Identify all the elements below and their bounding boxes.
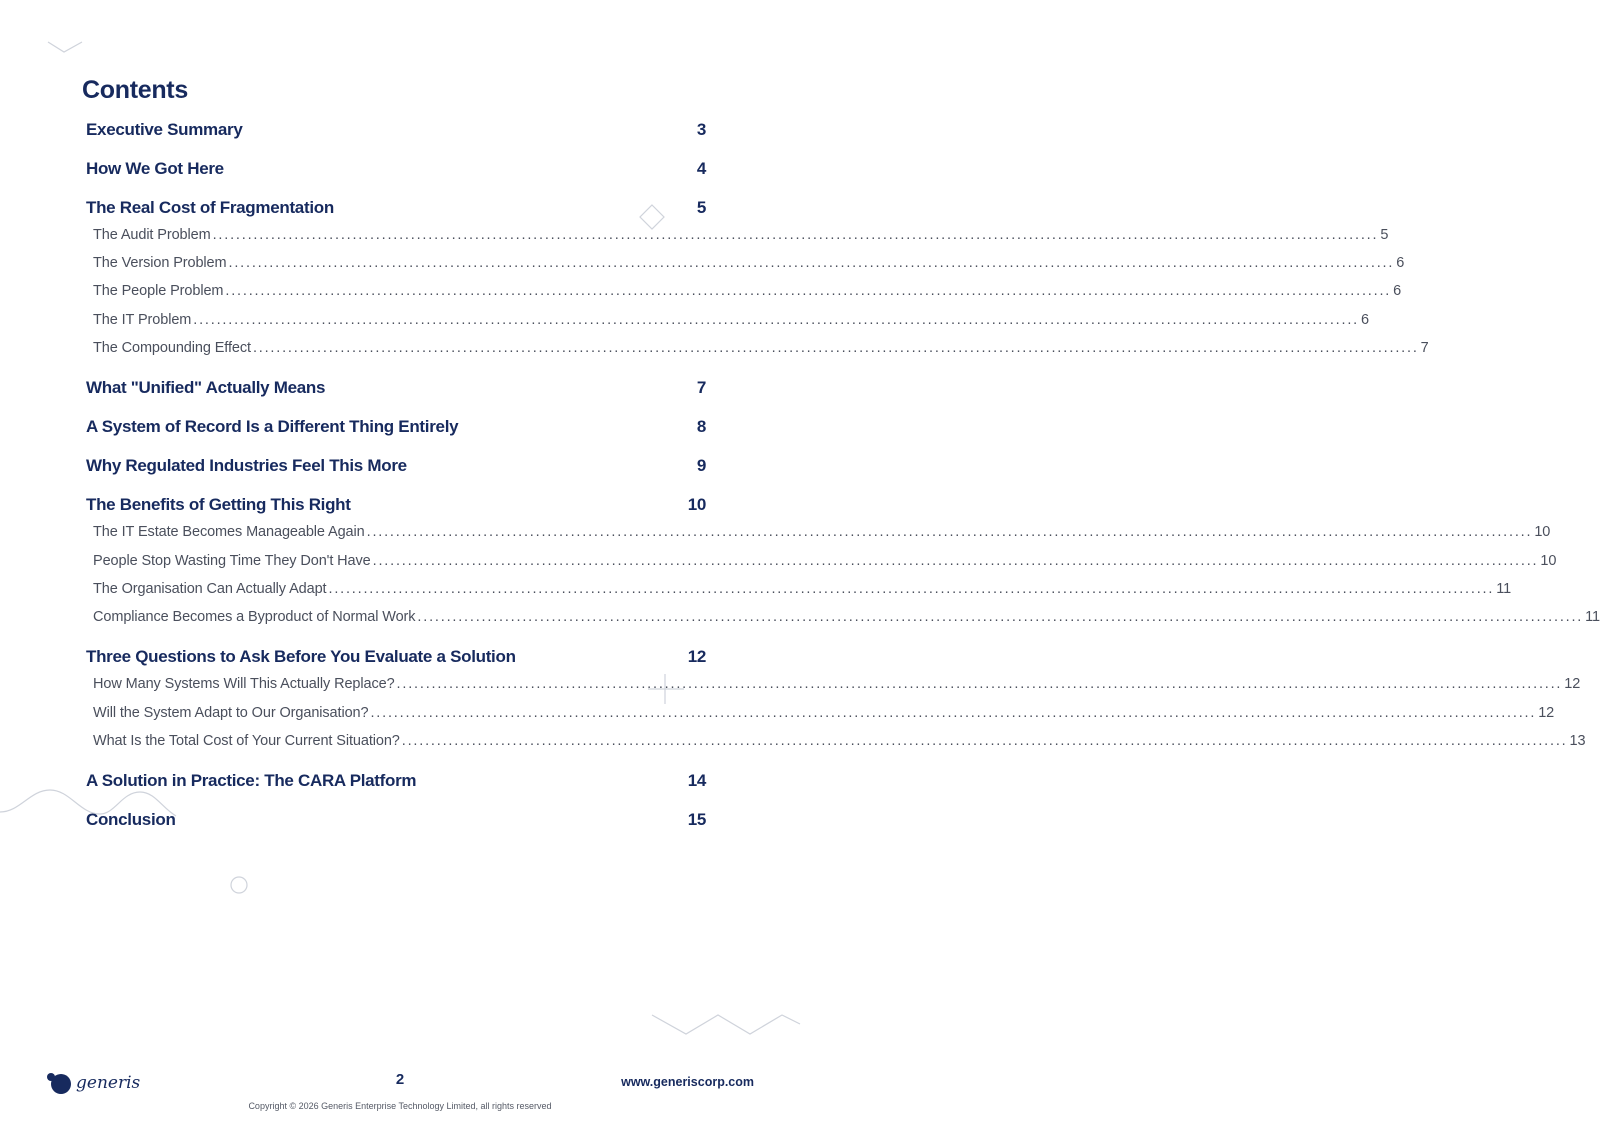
toc-entry-label: The Benefits of Getting This Right xyxy=(86,495,351,515)
toc-entry-label: The Version Problem xyxy=(93,255,227,272)
toc-subsection-entry[interactable] xyxy=(86,580,1512,597)
toc-entry-page-number: 12 xyxy=(687,647,706,667)
toc-entry-label: A System of Record Is a Different Thing Entirely xyxy=(86,417,459,437)
toc-entry-page-number: 6 xyxy=(1360,311,1369,328)
toc-section-entry[interactable] xyxy=(86,456,706,476)
toc-subsection-entry[interactable] xyxy=(86,732,1586,749)
toc-entry-label: How We Got Here xyxy=(86,159,224,178)
toc-dot-leader: ........................................................................................................................................................................................................ xyxy=(212,227,1379,243)
toc-entry-label: Executive Summary xyxy=(86,120,243,139)
toc-dot-leader: ........................................................................................................................................................................................................ xyxy=(370,704,1537,721)
toc-dot-leader: ........................................................................................................................................................................................................ xyxy=(193,311,1359,328)
toc-entry-label: People Stop Wasting Time They Don't Have xyxy=(93,552,371,569)
toc-entry-page-number: 3 xyxy=(696,120,706,139)
toc-subsection-entry[interactable] xyxy=(86,676,1581,693)
toc-entry-label: The IT Problem xyxy=(93,311,192,328)
toc-entry-page-number: 4 xyxy=(696,159,706,178)
toc-entry-label: The People Problem xyxy=(93,283,224,300)
toc-section-entry[interactable] xyxy=(86,378,706,398)
toc-entry-page-number: 7 xyxy=(1420,339,1429,356)
toc-subsection-entry[interactable] xyxy=(86,255,1405,272)
toc-entry-page-number: 11 xyxy=(1585,608,1600,625)
toc-entry-label: The Audit Problem xyxy=(93,227,211,243)
toc-section-entry[interactable] xyxy=(86,810,706,830)
page-number: 2 xyxy=(395,1071,405,1088)
logo-wordmark: generis xyxy=(76,1073,141,1093)
toc-entry-label: A Solution in Practice: The CARA Platform xyxy=(86,771,417,791)
toc-dot-leader: ........................................................................................................................................................................................................ xyxy=(252,339,1419,356)
toc-entry-page-number: 5 xyxy=(1380,227,1389,243)
toc-entry-page-number: 5 xyxy=(696,198,706,217)
toc-entry-label: Will the System Adapt to Our Organisation? xyxy=(93,704,369,721)
toc-entry-label: What "Unified" Actually Means xyxy=(86,378,326,398)
toc-section-entry[interactable] xyxy=(86,771,706,791)
toc-entry-label: Compliance Becomes a Byproduct of Normal Work xyxy=(93,608,416,625)
toc-subsection-entry[interactable] xyxy=(86,552,1557,569)
toc-subsection-entry[interactable] xyxy=(86,227,1389,243)
toc-entry-page-number: 15 xyxy=(687,810,706,830)
toc-dot-leader: ........................................................................................................................................................................................................ xyxy=(366,524,1533,541)
toc-dot-leader: ........................................................................................................................................................................................................ xyxy=(225,283,1392,300)
page-title: Contents xyxy=(82,76,188,104)
toc-section-entry[interactable] xyxy=(86,417,706,437)
toc-entry-page-number: 10 xyxy=(1540,552,1557,569)
toc-entry-page-number: 14 xyxy=(687,771,706,791)
toc-dot-leader: ........................................................................................................................................................................................................ xyxy=(417,608,1584,625)
toc-dot-leader: ........................................................................................................................................................................................................ xyxy=(396,676,1563,693)
toc-entry-label: The Real Cost of Fragmentation xyxy=(86,198,334,217)
toc-section-entry[interactable] xyxy=(86,159,706,179)
toc-entry-page-number: 10 xyxy=(687,495,706,515)
toc-entry-label: What Is the Total Cost of Your Current Situation? xyxy=(93,732,400,749)
toc-entry-page-number: 8 xyxy=(696,417,706,437)
toc-entry-label: The Compounding Effect xyxy=(93,339,251,356)
toc-subsection-entry[interactable] xyxy=(86,339,1429,356)
toc-entry-label: Conclusion xyxy=(86,810,176,830)
toc-entry-page-number: 13 xyxy=(1569,732,1586,749)
toc-subsection-entry[interactable] xyxy=(86,283,1402,300)
toc-entry-page-number: 11 xyxy=(1496,580,1512,597)
toc-dot-leader: ........................................................................................................................................................................................................ xyxy=(372,552,1539,569)
toc-entry-label: How Many Systems Will This Actually Replace? xyxy=(93,676,395,693)
copyright-notice: Copyright © 2026 Generis Enterprise Technology Limited, all rights reserved xyxy=(248,1101,552,1111)
toc-section-entry[interactable] xyxy=(86,198,706,218)
toc-entry-page-number: 7 xyxy=(696,378,706,398)
toc-entry-page-number: 9 xyxy=(696,456,706,476)
toc-entry-page-number: 10 xyxy=(1534,524,1551,541)
toc-entry-page-number: 6 xyxy=(1396,255,1405,272)
toc-dot-leader: ........................................................................................................................................................................................................ xyxy=(328,580,1495,597)
toc-entry-label: Three Questions to Ask Before You Evaluate a Solution xyxy=(86,647,516,667)
toc-section-entry[interactable] xyxy=(86,495,706,515)
toc-dot-leader: ........................................................................................................................................................................................................ xyxy=(401,732,1568,749)
chevron-decoration-top-left xyxy=(46,40,86,56)
toc-subsection-entry[interactable] xyxy=(86,704,1555,721)
toc-section-entry[interactable] xyxy=(86,120,706,140)
toc-subsection-entry[interactable] xyxy=(86,524,1551,541)
toc-entry-label: The Organisation Can Actually Adapt xyxy=(93,580,327,597)
toc-entry-page-number: 6 xyxy=(1393,283,1402,300)
circle-decoration xyxy=(228,874,250,896)
zigzag-decoration-bottom-right xyxy=(650,1010,800,1040)
toc-entry-page-number: 12 xyxy=(1538,704,1555,721)
toc-section-entry[interactable] xyxy=(86,647,706,667)
toc-entry-label: Why Regulated Industries Feel This More xyxy=(86,456,407,476)
toc-entry-page-number: 12 xyxy=(1564,676,1581,693)
toc-entry-label: The IT Estate Becomes Manageable Again xyxy=(93,524,365,541)
toc-dot-leader: ........................................................................................................................................................................................................ xyxy=(228,255,1395,272)
toc-subsection-entry[interactable] xyxy=(86,311,1369,328)
website-link[interactable]: www.generiscorp.com xyxy=(621,1075,754,1089)
toc-subsection-entry[interactable] xyxy=(86,608,1600,625)
